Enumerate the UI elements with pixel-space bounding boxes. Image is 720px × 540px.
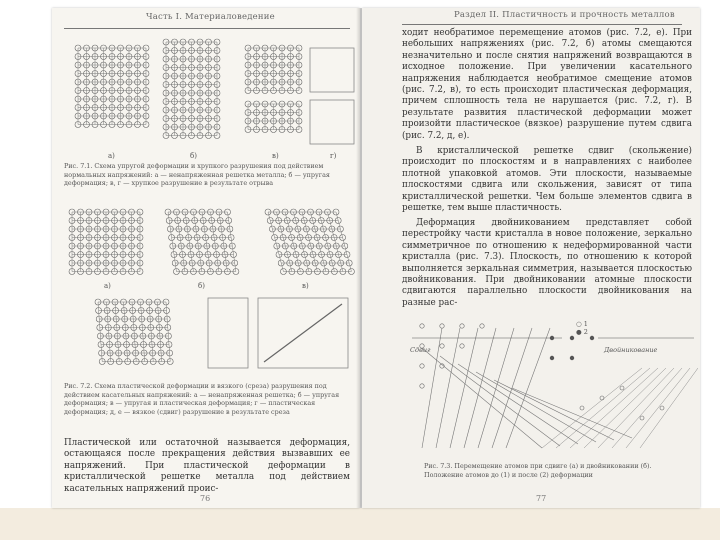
figure-7-2 bbox=[58, 202, 358, 380]
fig71-label-d: г) bbox=[330, 152, 337, 160]
shear-line bbox=[264, 304, 342, 362]
lattice-c-lower bbox=[245, 101, 302, 133]
fig72-label-c: в) bbox=[302, 282, 309, 290]
left-page bbox=[52, 8, 360, 508]
left-body-text: Пластической или остаточной называется деформация, остающаяся после прекращения действия вызвавших ее напряжений. При пластической деформации в кристаллической решетке металла под действием касательных напряжений проис- bbox=[64, 438, 350, 494]
left-page-number: 76 bbox=[200, 494, 211, 503]
block-g-top bbox=[310, 48, 354, 92]
figure-label-twinning: Двойникование bbox=[604, 346, 658, 354]
legend-item-2: ● 2 bbox=[576, 328, 588, 336]
right-page bbox=[362, 8, 700, 508]
figure-label-shift: Сдвиг bbox=[410, 346, 431, 354]
lattice-b bbox=[163, 39, 220, 139]
header-rule bbox=[402, 24, 682, 25]
figure-7-3 bbox=[402, 308, 698, 458]
legend-item-1: ○ 1 bbox=[576, 320, 588, 328]
figure-7-1 bbox=[58, 34, 358, 162]
fig71-label-a: а) bbox=[108, 152, 115, 160]
header-rule bbox=[64, 28, 350, 29]
fig72-label-b: б) bbox=[198, 282, 205, 290]
fig71-label-b: б) bbox=[190, 152, 197, 160]
block-e bbox=[208, 298, 248, 368]
paragraph-2: В кристаллической решетке сдвиг (скольжение) происходит по плоскостям и в направлениях с наиболее плотной упаковкой атомов. Эти плоскости, называемые плоскостями сдвига или скольжения, зависят от типа кристаллической решетки. Чем больше элементов сдвига в решетке, тем выше пластичность. bbox=[402, 146, 692, 214]
figure-7-3-caption: Рис. 7.3. Перемещение атомов при сдвиге (а) и двойниковании (б). Положение атомов до (1) и после (2) деформации bbox=[424, 462, 652, 479]
fig72-label-a: а) bbox=[104, 282, 111, 290]
fig71-label-c: в) bbox=[272, 152, 279, 160]
lattice-c bbox=[265, 209, 354, 275]
lattice-d bbox=[95, 299, 173, 365]
figure-7-2-caption: Рис. 7.2. Схема пластической деформации и вязкого (среза) разрушения под действием касательных напряжений: а — ненапряженная решетка; б — упругая деформация; в — упругая и пластическая деформация; г — пластическая деформация; д, е — вязкое (сдвиг) разрушение в результате среза bbox=[64, 382, 340, 416]
block-g-bottom bbox=[310, 100, 354, 144]
lattice-a bbox=[69, 209, 143, 275]
footer-band bbox=[0, 508, 720, 540]
left-page-header: Часть I. Материаловедение bbox=[146, 12, 275, 22]
lattice-b bbox=[165, 209, 239, 275]
lattice-c bbox=[245, 45, 302, 94]
right-page-number: 77 bbox=[536, 494, 547, 503]
paragraph-3: Деформация двойникованием представляет собой перестройку части кристалла в новое положение, зеркально симметричное по отношению к недеформированной части кристалла (рис. 7.3). Плоскость, по отношению к которой выполняется зеркальная симметрия, называется плоскостью двойникования. При двойниковании атомные плоскости сдвигаются параллельно плоскости двойникования на разные рас- bbox=[402, 218, 692, 308]
figure-7-1-caption: Рис. 7.1. Схема упругой деформации и хрупкого разрушения под действием нормальных напряжений: а — ненапряженная решетка металла; б — упругая деформация; в, г — хрупкое разрушение в результате отрыва bbox=[64, 162, 330, 188]
right-page-header: Раздел II. Пластичность и прочность металлов bbox=[454, 10, 675, 20]
lattice-a bbox=[75, 45, 149, 128]
twin-lattice bbox=[420, 324, 698, 448]
paragraph-1: ходит необратимое перемещение атомов (рис. 7.2, е). При небольших напряжениях (рис. 7.2, б) атомы смещаются незначительно и после снятия напряжений возвращаются в исходное положение. При увеличении касательного напряжения наблюдается необратимое смещение атомов (рис. 7.2, в), то есть происходит пластическая деформация, причем сплошность тела не нарушается (рис. 7.2, г). В результате развития пластической деформации может произойти пластическое (вязкое) разрушение путем сдвига (рис. 7.2, д, е). bbox=[402, 28, 692, 141]
